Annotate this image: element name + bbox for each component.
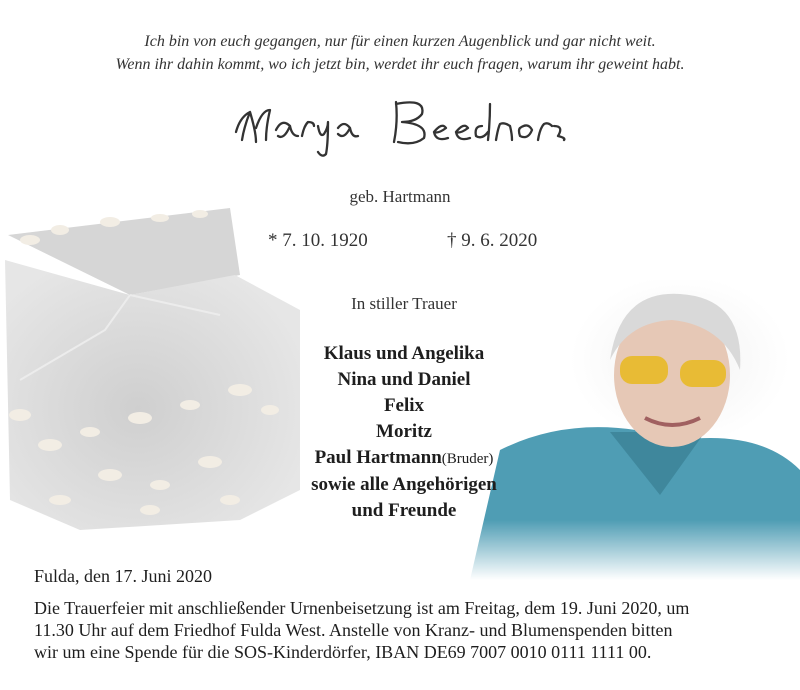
quote: [0, 30, 800, 76]
mourner-name-with-relation: [254, 445, 554, 472]
relation-note: (Bruder): [441, 451, 494, 467]
mourner-name: und Freunde: [351, 500, 457, 521]
death-date: † 9. 6. 2020: [447, 230, 538, 251]
quote-line-1: Ich bin von euch gegangen, nur für einen kurzen Augenblick und gar nicht weit.: [144, 33, 656, 50]
ceremony-line: Die Trauerfeier mit anschließender Urnenbeisetzung ist am Freitag, dem 19. Juni 2020, um: [34, 598, 690, 618]
mourners-list: [254, 341, 554, 524]
mourning-intro: In stiller Trauer: [351, 294, 457, 313]
mourner-name: Klaus und Angelika: [323, 343, 485, 364]
signature-name: [228, 92, 568, 162]
mourner-name: Felix: [383, 395, 425, 416]
quote-line-2: Wenn ihr dahin kommt, wo ich jetzt bin, werdet ihr euch fragen, warum ihr geweint habt.: [115, 56, 685, 73]
place-date: Fulda, den 17. Juni 2020: [34, 566, 212, 586]
mourner-name: Nina und Daniel: [337, 369, 471, 390]
birth-date: * 7. 10. 1920: [268, 230, 368, 251]
closing-section: [34, 566, 794, 663]
ceremony-line: 11.30 Uhr auf dem Friedhof Fulda West. Anstelle von Kranz- und Blumenspenden bitten: [34, 620, 673, 640]
mourner-name: sowie alle Angehörigen: [311, 474, 497, 495]
mourner-name: Paul Hartmann: [314, 447, 442, 468]
ceremony-line: wir um eine Spende für die SOS-Kinderdörfer, IBAN DE69 7007 0010 0111 1111 00.: [34, 642, 652, 662]
birth-name: geb. Hartmann: [349, 187, 451, 206]
mourner-name: Moritz: [376, 421, 432, 442]
ceremony-info: [34, 597, 794, 663]
